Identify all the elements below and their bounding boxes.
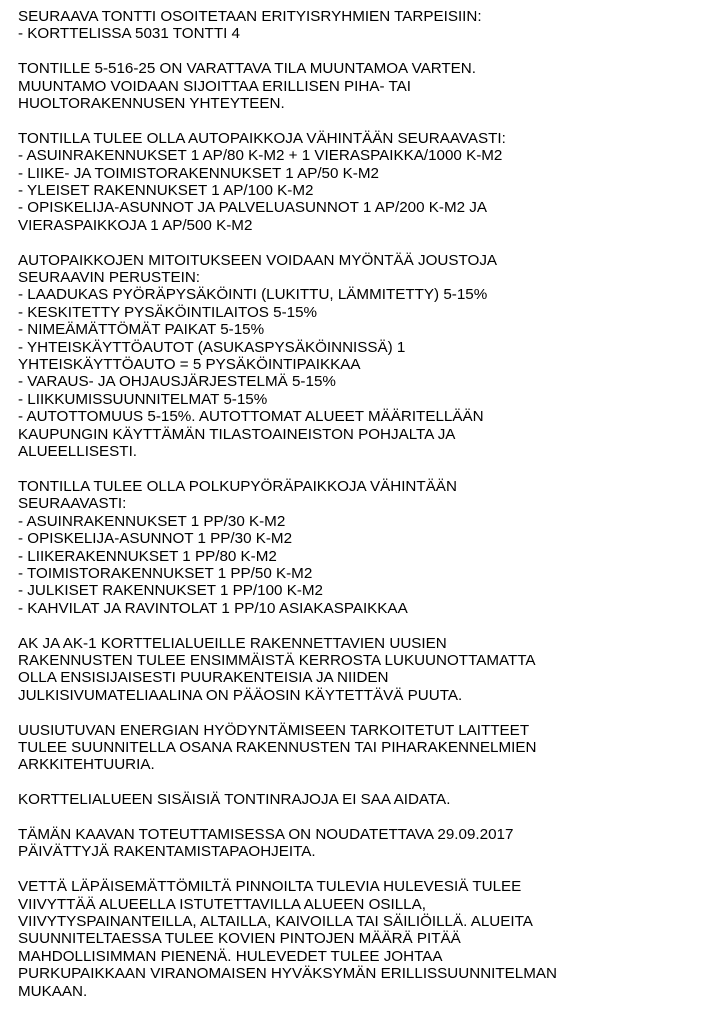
text-line: TULEE SUUNNITELLA OSANA RAKENNUSTEN TAI PIHARAKENNELMIEN bbox=[18, 738, 537, 756]
text-line: TONTILLA TULEE OLLA POLKUPYÖRÄPAIKKOJA VÄHINTÄÄN bbox=[18, 477, 457, 495]
text-line: - LIIKERAKENNUKSET 1 PP/80 K-M2 bbox=[18, 547, 277, 565]
text-line: HUOLTORAKENNUSEN YHTEYTEEN. bbox=[18, 95, 285, 113]
text-line: YHTEISKÄYTTÖAUTO = 5 PYSÄKÖINTIPAIKKAA bbox=[18, 356, 361, 374]
text-line: - YLEISET RAKENNUKSET 1 AP/100 K-M2 bbox=[18, 182, 314, 200]
text-line: VETTÄ LÄPÄISEMÄTTÖMILTÄ PINNOILTA TULEVIA HULEVESIÄ TULEE bbox=[18, 878, 522, 896]
text-line: AK JA AK-1 KORTTELIALUEILLE RAKENNETTAVIEN UUSIEN bbox=[18, 634, 447, 652]
paragraph-parking-flexibility bbox=[18, 252, 708, 461]
text-line: MUUNTAMO VOIDAAN SIJOITTAA ERILLISEN PIHA- TAI bbox=[18, 77, 411, 95]
text-line: - NIMEÄMÄTTÖMÄT PAIKAT 5-15% bbox=[18, 321, 265, 339]
text-line: AUTOPAIKKOJEN MITOITUKSEEN VOIDAAN MYÖNTÄÄ JOUSTOJA bbox=[18, 251, 498, 269]
text-line: - ASUINRAKENNUKSET 1 PP/30 K-M2 bbox=[18, 512, 286, 530]
text-line: - VARAUS- JA OHJAUSJÄRJESTELMÄ 5-15% bbox=[18, 373, 336, 391]
paragraph-building-guidelines bbox=[18, 826, 708, 861]
text-line: ARKKITEHTUURIA. bbox=[18, 756, 155, 774]
text-line: OLLA ENSISIJAISESTI PUURAKENTEISIA JA NIIDEN bbox=[18, 669, 389, 687]
text-line: - LIIKKUMISSUUNNITELMAT 5-15% bbox=[18, 390, 268, 408]
text-line: VIIVYTYSPAINANTEILLA, ALTAILLA, KAIVOILLA TAI SÄILIÖILLÄ. ALUEITA bbox=[18, 912, 533, 930]
text-line: - ASUINRAKENNUKSET 1 AP/80 K-M2 + 1 VIERASPAIKKA/1000 K-M2 bbox=[18, 147, 503, 165]
text-line: - YHTEISKÄYTTÖAUTOT (ASUKASPYSÄKÖINNISSÄ) 1 bbox=[18, 338, 406, 356]
paragraph-bicycle-parking bbox=[18, 478, 708, 617]
text-line: - KORTTELISSA 5031 TONTTI 4 bbox=[18, 25, 240, 43]
text-line: SUUNNITELTAESSA TULEE KOVIEN PINTOJEN MÄÄRÄ PITÄÄ bbox=[18, 930, 461, 948]
text-line: UUSIUTUVAN ENERGIAN HYÖDYNTÄMISEEN TARKOITETUT LAITTEET bbox=[18, 721, 530, 739]
text-line: PURKUPAIKKAAN VIRANOMAISEN HYVÄKSYMÄN ERILLISSUUNNITELMAN bbox=[18, 965, 557, 983]
text-line: MUKAAN. bbox=[18, 982, 88, 1000]
text-line: KORTTELIALUEEN SISÄISIÄ TONTINRAJOJA EI SAA AIDATA. bbox=[18, 791, 451, 809]
text-line: TÄMÄN KAAVAN TOTEUTTAMISESSA ON NOUDATETTAVA 29.09.2017 bbox=[18, 825, 514, 843]
text-line: TONTILLA TULEE OLLA AUTOPAIKKOJA VÄHINTÄÄN SEURAAVASTI: bbox=[18, 129, 506, 147]
paragraph-car-parking bbox=[18, 130, 708, 234]
document-page bbox=[18, 8, 708, 1017]
text-line: SEURAAVIN PERUSTEIN: bbox=[18, 269, 201, 287]
text-line: - JULKISET RAKENNUKSET 1 PP/100 K-M2 bbox=[18, 582, 323, 600]
text-line: KAUPUNGIN KÄYTTÄMÄN TILASTOAINEISTON POHJALTA JA bbox=[18, 425, 456, 443]
text-line: SEURAAVASTI: bbox=[18, 495, 127, 513]
text-line: - OPISKELIJA-ASUNNOT 1 PP/30 K-M2 bbox=[18, 530, 293, 548]
text-line: PÄIVÄTTYJÄ RAKENTAMISTAPAOHJEITA. bbox=[18, 843, 316, 861]
paragraph-special-groups bbox=[18, 8, 708, 43]
text-line: SEURAAVA TONTTI OSOITETAAN ERITYISRYHMIEN TARPEISIIN: bbox=[18, 8, 482, 25]
text-line: MAHDOLLISIMMAN PIENENÄ. HULEVEDET TULEE JOHTAA bbox=[18, 947, 443, 965]
text-line: TONTILLE 5-516-25 ON VARATTAVA TILA MUUNTAMOA VARTEN. bbox=[18, 60, 476, 78]
paragraph-renewable-energy bbox=[18, 722, 708, 774]
text-line: - KESKITETTY PYSÄKÖINTILAITOS 5-15% bbox=[18, 303, 318, 321]
paragraph-wood-construction bbox=[18, 635, 708, 705]
text-line: RAKENNUSTEN TULEE ENSIMMÄISTÄ KERROSTA LUKUUNOTTAMATTA bbox=[18, 651, 536, 669]
text-line: VIERASPAIKKOJA 1 AP/500 K-M2 bbox=[18, 216, 253, 234]
paragraph-transformer bbox=[18, 60, 708, 112]
text-line: - AUTOTTOMUUS 5-15%. AUTOTTOMAT ALUEET MÄÄRITELLÄÄN bbox=[18, 408, 484, 426]
text-line: VIIVYTTÄÄ ALUEELLA ISTUTETTAVILLA ALUEEN OSILLA, bbox=[18, 895, 426, 913]
text-line: JULKISIVUMATELIAALINA ON PÄÄOSIN KÄYTETTÄVÄ PUUTA. bbox=[18, 686, 463, 704]
text-line: - OPISKELIJA-ASUNNOT JA PALVELUASUNNOT 1 AP/200 K-M2 JA bbox=[18, 199, 487, 217]
text-line: - TOIMISTORAKENNUKSET 1 PP/50 K-M2 bbox=[18, 564, 313, 582]
text-line: - KAHVILAT JA RAVINTOLAT 1 PP/10 ASIAKASPAIKKAA bbox=[18, 599, 408, 617]
text-line: - LAADUKAS PYÖRÄPYSÄKÖINTI (LUKITTU, LÄMMITETTY) 5-15% bbox=[18, 286, 488, 304]
paragraph-fencing bbox=[18, 791, 708, 808]
paragraph-stormwater bbox=[18, 878, 708, 1000]
text-line: ALUEELLISESTI. bbox=[18, 443, 138, 461]
text-line: - LIIKE- JA TOIMISTORAKENNUKSET 1 AP/50 K-M2 bbox=[18, 164, 379, 182]
